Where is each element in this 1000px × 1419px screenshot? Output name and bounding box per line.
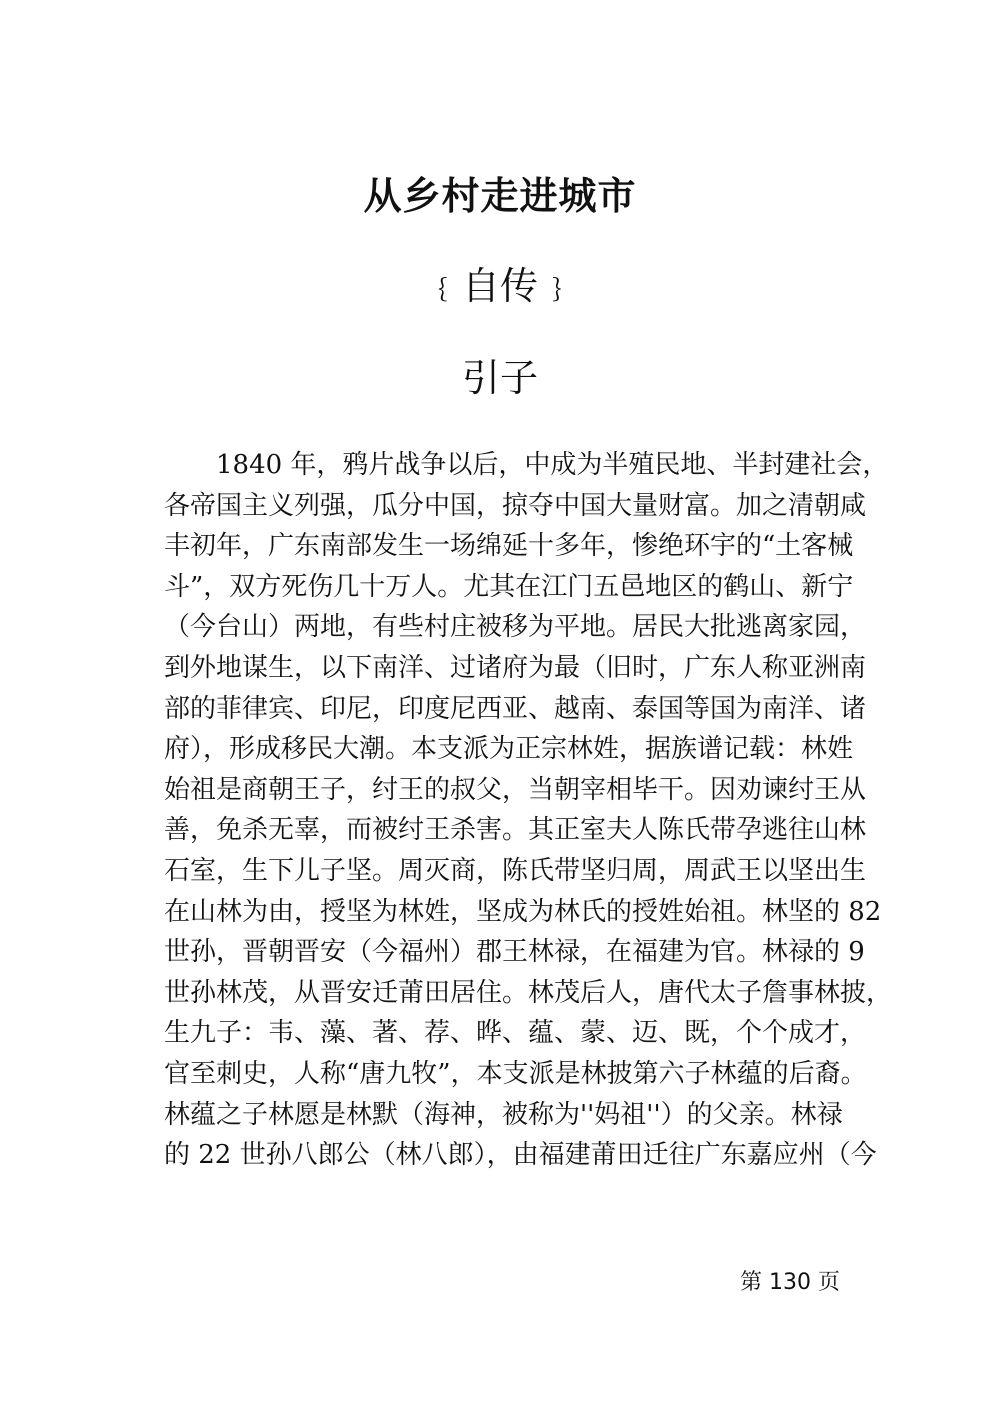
paragraph-line: 各帝国主义列强，瓜分中国，掠夺中国大量财富。加之清朝咸: [164, 490, 867, 521]
paragraph-line: 世孙林茂，从晋安迁莆田居住。林茂后人，唐代太子詹事林披，: [164, 977, 893, 1008]
document-title: 从乡村走进城市: [363, 174, 637, 218]
paragraph-line: 丰初年，广东南部发生一场绵延十多年，惨绝环宇的“土客械: [164, 531, 854, 562]
paragraph-line: 世孙，晋朝晋安（今福州）郡王林禄，在福建为官。林禄的 9: [164, 937, 865, 968]
paragraph-line: 始祖是商朝王子，纣王的叔父，当朝宰相毕干。因劝谏纣王从: [164, 774, 867, 805]
paragraph-line: 在山林为由，授坚为林姓，坚成为林氏的授姓始祖。林坚的 82: [164, 896, 882, 927]
paragraph-line: 斗”，双方死伤几十万人。尤其在江门五邑地区的鹤山、新宁: [164, 571, 854, 602]
paragraph-line: 1840 年，鸦片战争以后，中成为半殖民地、半封建社会，: [216, 450, 889, 480]
paragraph-line: 部的菲律宾、印尼，印度尼西亚、越南、泰国等国为南洋、诸: [164, 693, 867, 724]
document-subtitle: ﹛自传﹜: [423, 264, 576, 308]
paragraph-line: 到外地谋生，以下南洋、过诸府为最（旧时，广东人称亚洲南: [164, 652, 867, 683]
paragraph-line: 林蕴之子林愿是林默（海神，被称为''妈祖''）的父亲。林禄: [164, 1099, 843, 1130]
paragraph-line: 官至刺史，人称“唐九牧”，本支派是林披第六子林蕴的后裔。: [164, 1058, 867, 1089]
paragraph-line: 石室，生下儿子坚。周灭商，陈氏带坚归周，周武王以坚出生: [164, 855, 867, 886]
body-paragraph: [164, 445, 893, 1176]
page-number: 第 130 页: [740, 1270, 840, 1295]
paragraph-line: 生九子：韦、藻、著、荐、晔、蕴、蒙、迈、既，个个成才，: [164, 1018, 867, 1049]
paragraph-line: 府），形成移民大潮。本支派为正宗林姓，据族谱记载：林姓: [164, 734, 854, 765]
paragraph-line: 的 22 世孙八郎公（林八郎），由福建莆田迁往广东嘉应州（今: [164, 1140, 877, 1171]
paragraph-line: 善，免杀无辜，而被纣王杀害。其正室夫人陈氏带孕逃往山林: [164, 815, 867, 846]
paragraph-line: （今台山）两地，有些村庄被移为平地。居民大批逃离家园，: [164, 612, 867, 643]
section-heading: 引子: [461, 356, 538, 400]
